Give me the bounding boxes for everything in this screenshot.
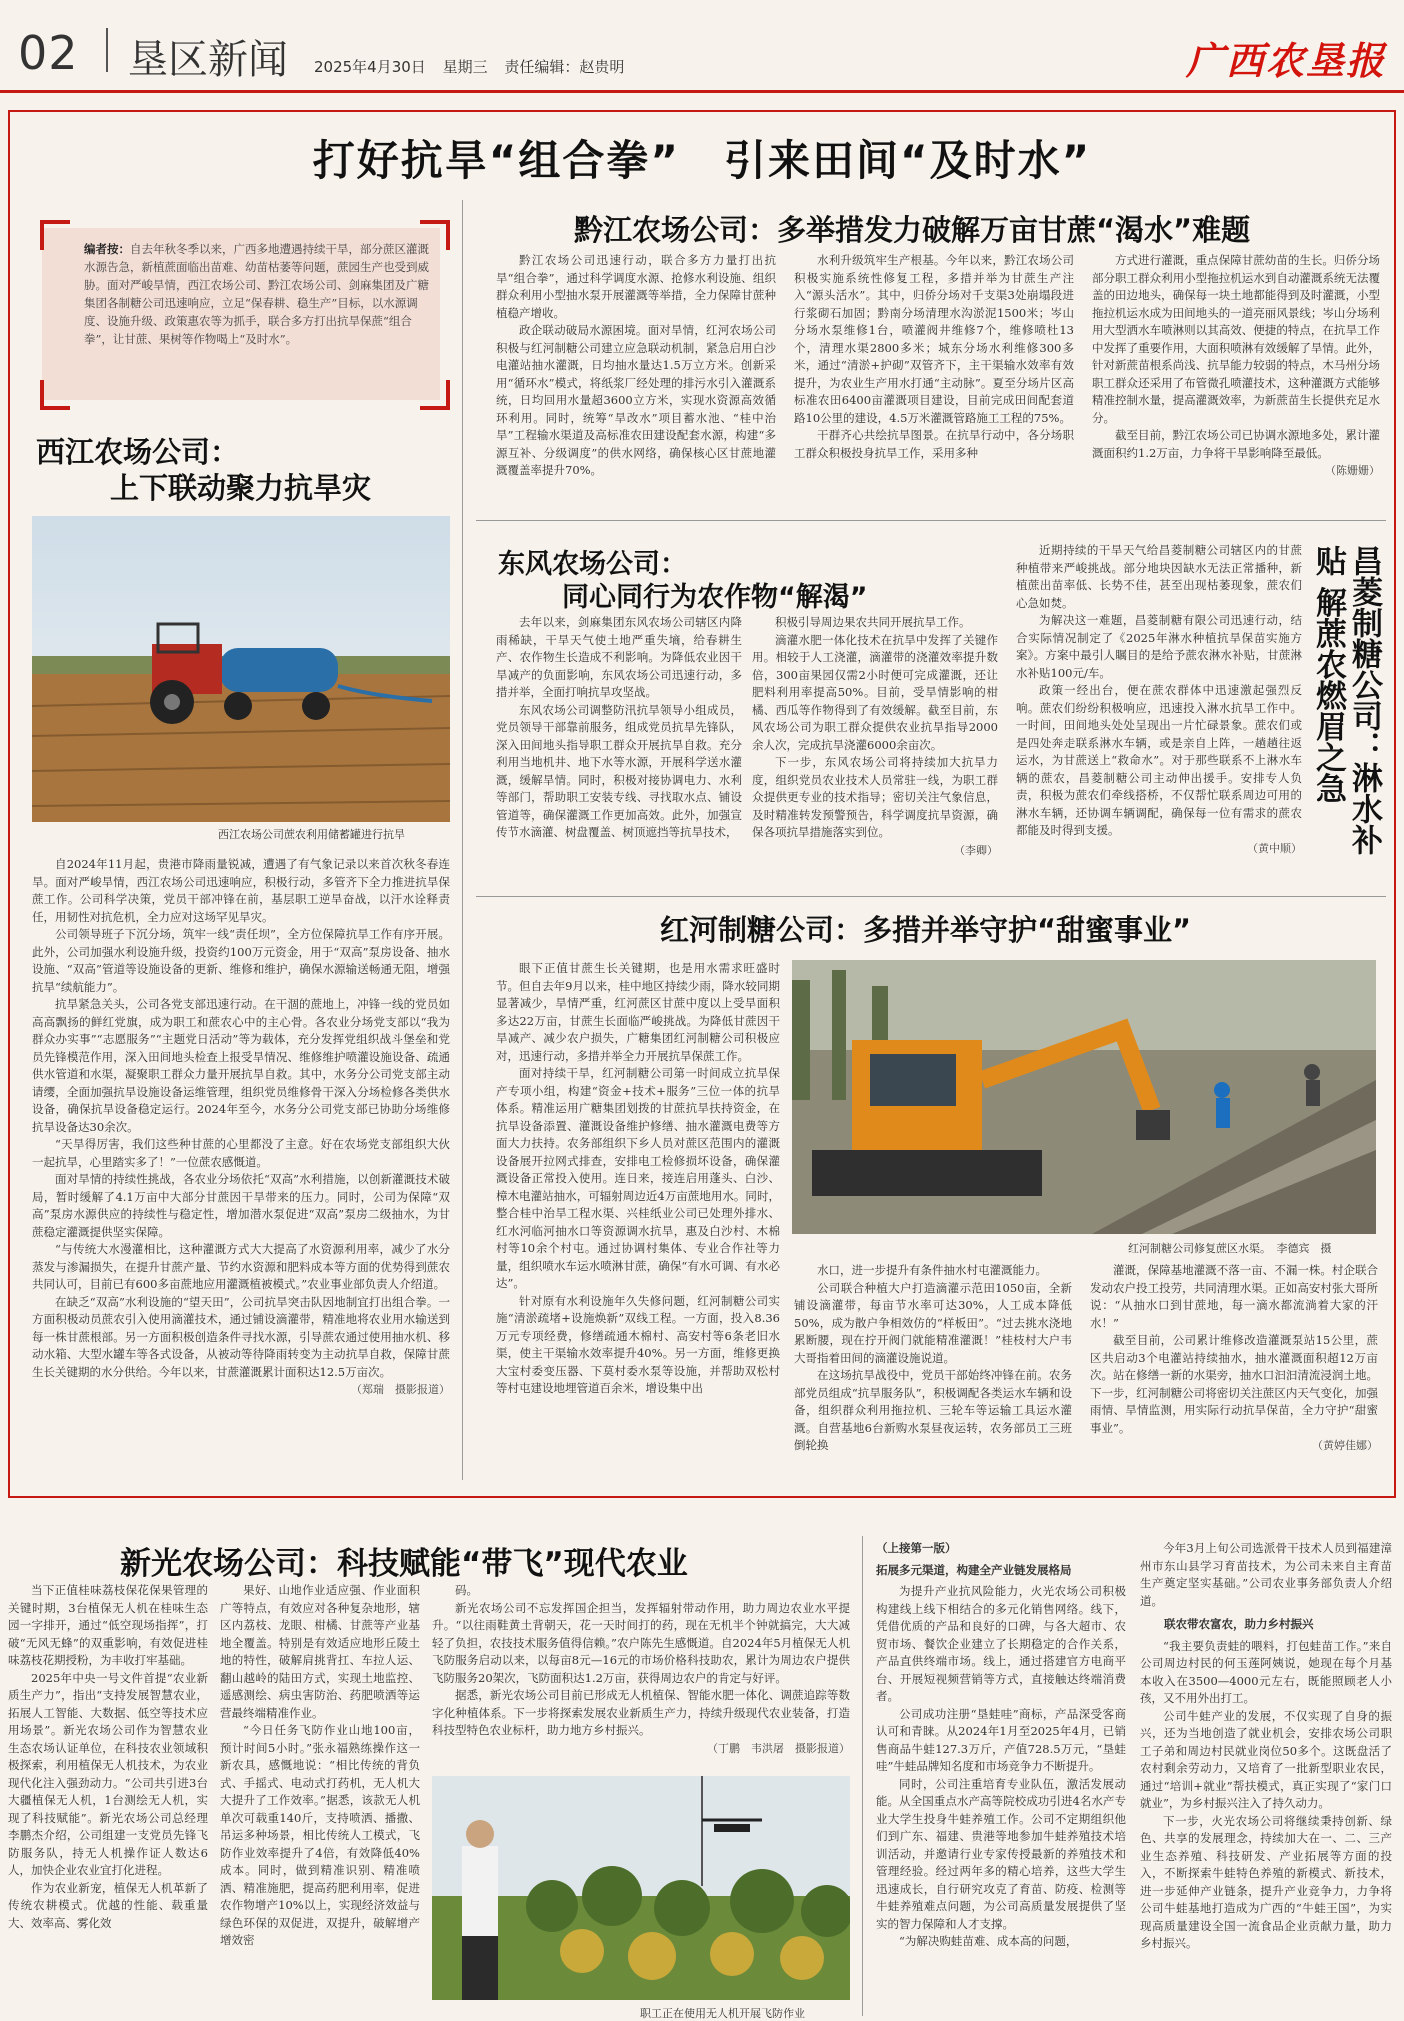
changling-headline: 昌菱制糖公司：淋水补贴 解蔗农燃眉之急 bbox=[1310, 545, 1382, 855]
xinguang-photo bbox=[432, 1776, 850, 2000]
dongfeng-byline: （李卿） bbox=[954, 843, 998, 857]
xinguang-column-2: 果好、山地作业适应强、作业面积广等特点，有效应对各种复杂地形，辖区内荔枝、龙眼、柑橘、甘蔗等产业基地全覆盖。特别是有效适应地形丘陵土地的特性，破解肩挑背扛、车拉人运、翻山越岭的陆田方式，实现土地监控、遥感测绘、病虫害防治、药肥喷洒等运营最终端精准作业。 “今日任务飞防作业山地100亩，预计时间5小时。”张永福熟练操作这一新农具，感慨地说：“相比传统的背负式、手摇式、电动式打药机，无人机大大提升了工作效率。”据悉，该款无人机单次可载重140斤，支持喷洒、播撒、吊运多种场景，相比传统人工模式，飞防作业效率提升了4倍，有效降低40%成本。同时，做到精准识别、精准喷洒、精准施肥，提高药肥利用率，促进农作物增产10%以上，实现经济效益与绿色环保的双促进，双提升，破解增产增效密 bbox=[220, 1583, 420, 1947]
honghe-column-2: 水口，进一步提升有条件抽水村屯灌溉能力。 公司联合种植大户打造滴灌示范田1050亩，全新铺设滴灌带，每亩节水率可达30%，人工成本降低50%，成为散户争相效仿的“样板田”。“过去挑水浇地累断腰，现在拧开阀门就能精准灌溉！”桂枝村大户韦大哥指着田间的滴灌设施说道。 在这场抗旱战役中，党员干部始终冲锋在前。农务部党员组成“抗旱服务队”，积极调配各类运水车辆和设备，组织群众利用拖拉机、三轮车等运输工具运水灌溉。自营基地6台新购水泵昼夜运转，农务部员工三班倒轮换 bbox=[794, 1263, 1072, 1452]
honghe-column-1: 眼下正值甘蔗生长关键期，也是用水需求旺盛时节。但自去年9月以来，桂中地区持续少雨，降水较同期显著减少，旱情严重，红河蔗区甘蔗中度以上受旱面积多达22万亩，甘蔗生长面临严峻挑战。为降低甘蔗因干旱减产、减少农户损失，广糖集团红河制糖公司积极应对，迅速行动，多措并举全力开展抗旱保蔗工作。 面对持续干旱，红河制糖公司第一时间成立抗旱保产专项小组，构建“资金+技术+服务”三位一体的抗旱体系。精准运用广糖集团划拨的甘蔗抗旱扶持资金，在抗旱设备添置、灌溉设备维护修缮、抽水灌溉电费等方面大力扶持。农务部组织下乡人员对蔗区范围内的灌溉设备展开拉网式排查，安排电工检修损坏设备，确保灌溉设备正常投入使用。连日来，接连启用蓬头、白沙、樟木电灌站抽水，可辐射周边近4万亩蔗地用水。同时，整合桂中治旱工程水渠、兴桂纸业公司已处理外排水、红水河临河抽水口等资源调水抗旱，惠及白沙村、木棉村等10余个村屯。通过协调村集体、专业合作社等力量，组织喷水车运水喷淋甘蔗，确保“有水可调、有水必达”。 针对原有水利设施年久失修问题，红河制糖公司实施“清淤疏堵+设施焕新”双线工程。一方面，投入8.36万元专项经费，修缮疏通木棉村、高安村等6条老旧水渠，使主干渠输水效率提升40%。另一方面，维修更换大宝村委变压器、下莫村委水泵等设施，并帮助双松村等村屯建设地埋管道百余米，增设集中出 bbox=[496, 961, 780, 1395]
masthead-divider bbox=[106, 28, 108, 72]
xinguang-column-3: 码。 新光农场公司不忘发挥国企担当，发挥辐射带动作用，助力周边农业水平提升。“以往雨鞋黄土背朝天，花一天时间打的药，现在无机半个钟就搞完，大大减轻了负担，农技技术服务值得信赖。”农户陈先生感慨道。自2024年5月植保无人机飞防服务启动以来，以每亩8元—16元的市场价格科技助农，累计为周边农户提供飞防服务20架次，飞防面积达1.2万亩，获得周边农户的肯定与好评。 据悉，新光农场公司目前已形成无人机植保、智能水肥一体化、调蔗追踪等数字化种植体系。下一步将探索发展农业新质生产力，持续升级现代农业装备，打造科技型特色农业标杆，助力地方乡村振兴。 （丁鹏 韦洪屠 摄影报道） bbox=[432, 1582, 850, 1778]
corner-mark bbox=[40, 220, 70, 250]
responsible-editor: 责任编辑：赵贵明 bbox=[504, 58, 625, 76]
editor-note-label: 编者按： bbox=[84, 242, 130, 256]
continued-column-1: （上接第一版） 拓展多元渠道，构建全产业链发展格局 为提升产业抗风险能力，火光农场公司积极构建线上线下相结合的多元化销售网络。线下，凭借优质的产品和良好的口碑，与各大超市、农贸市场、餐饮企业建立了长期稳定的合作关系，产品直供终端市场。线上，通过搭建官方电商平台、开展短视频营销等方式，直接触达终端消费者。 公司成功注册“垦蛙哇”商标，产品深受客商认可和青睐。从2024年1月至2025年4月，已销售商品牛蛙127.3万斤，产值728.5万元，“垦蛙哇”牛蛙品牌知名度和市场竞争力不断提升。 同时，公司注重培育专业队伍，激活发展动能。从全国重点水产高等院校成功引进4名水产专业大学生投身牛蛙养殖工作。公司不定期组织他们到广东、福建、贵港等地参加牛蛙养殖技术培训活动，并邀请行业专家传授最新的养殖技术和管理经验。经过两年多的精心培养，这些大学生迅速成长，自行研究攻克了育苗、防疫、检测等牛蛙养殖难点问题，为公司高质量发展提供了坚实的智力保障和人才支撑。 “为解决购蛙苗难、成本高的问题， bbox=[876, 1541, 1126, 1948]
changling-byline: （黄中顺） bbox=[1247, 841, 1302, 855]
xijiang-photo bbox=[32, 516, 450, 822]
continued-subhead-2: 联农带农富农，助力乡村振兴 bbox=[1164, 1617, 1314, 1631]
section-rule bbox=[476, 896, 1386, 897]
continued-label: （上接第一版） bbox=[876, 1541, 957, 1555]
honghe-headline: 红河制糖公司：多措并举守护“甜蜜事业” bbox=[660, 913, 1192, 947]
page-number: 02 bbox=[18, 26, 79, 80]
corner-mark bbox=[420, 380, 450, 410]
masthead bbox=[0, 0, 1404, 100]
section-title: 垦区新闻 bbox=[128, 37, 288, 83]
qianjiang-column-1: 黔江农场公司迅速行动，联合多方力量打出抗旱“组合拳”，通过科学调度水源、抢修水利设施、组织群众利用小型抽水泵开展灌溉等举措，全力保障甘蔗种植稳产增收。 政企联动破局水源困境。面对旱情，红河农场公司积极与红河制糖公司建立应急联动机制，紧急启用白沙电灌站抽水灌溉，日均抽水量达1.5万立方米。创新采用“循环水”模式，将纸浆厂经处理的排污水引入灌溉系统，日均回用水量超3600立方米，实现水资源高效循环利用。同时，统筹“旱改水”项目蓄水池、“桂中治旱”工程输水渠道及高标准农田建设配套水源，构建“多源互补、分级调度”的供水网络，确保核心区甘蔗地灌溉覆盖率提升70%。 bbox=[496, 253, 776, 477]
column-rule bbox=[462, 200, 463, 1480]
xinguang-headline: 新光农场公司：科技赋能“带飞”现代农业 bbox=[120, 1546, 688, 1582]
drone-orchard-illustration bbox=[432, 1776, 850, 2000]
honghe-byline: （黄婷佳娜） bbox=[1312, 1439, 1378, 1452]
corner-mark bbox=[420, 220, 450, 250]
xijiang-byline: （郑瑞 摄影报道） bbox=[351, 1383, 450, 1396]
banner-headline: 打好抗旱“组合拳” 引来田间“及时水” bbox=[312, 136, 1092, 185]
honghe-photo-caption: 红河制糖公司修复蔗区水渠。 李德宾 摄 bbox=[1128, 1242, 1332, 1255]
qianjiang-headline: 黔江农场公司：多举措发力破解万亩甘蔗“渴水”难题 bbox=[574, 213, 1251, 247]
corner-mark bbox=[40, 380, 70, 410]
tractor-field-illustration bbox=[32, 516, 450, 822]
qianjiang-column-3: 方式进行灌溉，重点保障甘蔗幼苗的生长。归侨分场部分职工群众利用小型拖拉机运水到自动灌溉系统无法覆盖的田边地头，确保每一块土地都能得到及时灌溉，小型拖拉机运水成为田间地头的一道亮丽风景线；岑山分场利用大型洒水车喷淋则以其高效、便捷的特点，在抗旱工作中发挥了重要作用，大面积喷淋有效缓解了旱情。此外，针对新蔗苗根系尚浅、抗旱能力较弱的特点，木马州分场职工群众还采用了布管微孔喷灌技术，这种灌溉方式能够精准控制水量，提高灌溉效率，为新蔗苗生长提供充足水分。 截至目前，黔江农场公司已协调水源地多处，累计灌溉面积约1.2万亩，力争将干旱影响降至最低。 （陈姗姗） bbox=[1092, 252, 1380, 502]
xijiang-headline-1: 西江农场公司： bbox=[36, 435, 240, 469]
column-rule bbox=[862, 1536, 863, 2016]
excavator-canal-illustration bbox=[792, 960, 1376, 1234]
honghe-photo-credit: 李德宾 摄 bbox=[1276, 1242, 1332, 1255]
section-rule bbox=[476, 520, 1386, 521]
qianjiang-column-2: 水利升级筑牢生产根基。今年以来，黔江农场公司积极实施系统性修复工程，多措并举为甘蔗生产注入“源头活水”。其中，归侨分场对千支渠3处崩塌段进行浆砌石加固；黔南分场清理水沟淤泥1500米；岑山分场水泵维修1台，喷灌阀井维修7个，维修喷杜13个，清理水渠2800多米；城东分场水利维修300多米，通过“清淤+护砌”双管齐下，主干渠输水效率有效提升，为农业生产用水打通“主动脉”。夏至分场片区高标准农田6400亩灌溉项目建设，目前完成田间配套道路10公里的建设，4.5万米灌溉管路施工工程的75%。 干群齐心共绘抗旱图景。在抗旱行动中，各分场职工群众积极投身抗旱工作，采用多种 bbox=[794, 253, 1074, 460]
masthead-rule bbox=[0, 90, 1404, 93]
issue-weekday: 星期三 bbox=[442, 58, 488, 76]
editor-note-text: 编者按：自去年秋冬季以来，广西多地遭遇持续干旱，部分蔗区灌溉水源告急，新植蔗面临出苗难、幼苗枯萎等问题，蔗园生产也受到威胁。面对严峻旱情，西江农场公司、黔江农场公司、剑麻集团及广糖集团各制糖公司迅速响应，立足“保春耕、稳生产”目标，以水源调度、设施升级、政策惠农等为抓手，联合多方打出抗旱保蔗“组合拳”，让甘蔗、果树等作物喝上“及时水”。 bbox=[84, 242, 429, 346]
xinguang-byline: （丁鹏 韦洪屠 摄影报道） bbox=[707, 1741, 850, 1755]
changling-body: 近期持续的干旱天气给昌菱制糖公司辖区内的甘蔗种植带来严峻挑战。部分地块因缺水无法正常播种，新植蔗出苗率低、长势不佳，甚至出现枯萎现象，蔗农们心急如焚。 为解决这一难题，昌菱制糖有限公司迅速行动，结合实际情况制定了《2025年淋水种植抗旱保苗实施方案》。方案中最引人瞩目的是给予蔗农淋水补贴，甘蔗淋水补贴100元/车。 政策一经出台，便在蔗农群体中迅速激起强烈反响。蔗农们纷纷积极响应，迅速投入淋水抗旱工作中。一时间，田间地头处处呈现出一片忙碌景象。蔗农们或是四处奔走联系淋水车辆，或是亲自上阵，一趟趟往返运水，为甘蔗送上“救命水”。对于那些联系不上淋水车辆的蔗农，昌菱制糖公司主动伸出援手。安排专人负责，积极为蔗农们牵线搭桥，不仅帮忙联系周边可用的淋水车辆，还协调车辆调配，确保每一位有需求的蔗农都能及时得到支援。 （黄中顺） bbox=[1016, 542, 1302, 886]
dongfeng-headline-2: 同心同行为农作物“解渴” bbox=[562, 582, 868, 613]
dongfeng-column-1: 去年以来，剑麻集团东风农场公司辖区内降雨稀缺，干旱天气使土地严重失墒，给春耕生产、农作物生长造成不利影响。为降低农业因干旱减产的负面影响，东风农场公司迅速行动，多措并举，全面打响抗旱攻坚战。 东风农场公司调整防汛抗旱领导小组成员，党员领导干部靠前服务，组成党员抗旱先锋队，深入田间地头指导职工群众开展抗旱自救。充分利用当地机井、地下水等水源，开展科学送水灌溉，缓解旱情。同时，积极对接协调电力、水利等部门，帮助职工安装专线、寻找取水点、铺设管道等，确保灌溉工作更加高效。此外，加强宣传节水滴灌、树盘覆盖、树顶遮挡等抗旱技术， bbox=[496, 615, 742, 839]
continued-column-2: 今年3月上旬公司选派骨干技术人员到福建漳州市东山县学习育苗技术，为公司未来自主育苗生产奠定坚实基础。”公司农业事务部负责人介绍道。 联农带农富农，助力乡村振兴 “我主要负责蛙的喂料，打包蛙苗工作。”来自公司周边村民的何玉莲阿姨说，她现在每个月基本收入在3500—4000元左右，既能照顾老人小孩，又不用外出打工。 公司牛蛙产业的发展，不仅实现了自身的振兴，还为当地创造了就业机会，安排农场公司职工子弟和周边村民就业岗位50多个。这既盘活了农村剩余劳动力，又培育了一批新型职业农民，通过“培训+就业”帮扶模式，真正实现了“家门口就业”，为乡村振兴注入了持久动力。 下一步，火光农场公司将继续秉持创新、绿色、共享的发展理念，持续加大在一、二、三产业生态养殖、科技研发、产业拓展等方面的投入，不断探索牛蛙特色养殖的新模式、新技术，进一步延伸产业链条，提升产业竞争力，力争将公司牛蛙基地打造成为广西的“牛蛙王国”，为实现高质量建设全国一流食品企业贡献力量，助力乡村振兴。 bbox=[1140, 1541, 1392, 1950]
honghe-column-3: 灌溉，保障基地灌溉不落一亩、不漏一株。村企联合发动农户投工投劳，共同清理水渠。正如高安村张大哥所说：“从抽水口到甘蔗地，每一滴水都流淌着大家的汗水！” 截至目前，公司累计维修改造灌溉泵站15公里，蔗区共启动3个电灌站持续抽水，抽水灌溉面积超12万亩次。站在修缮一新的水渠旁，抽水口汩汩清流浸润土地。下一步，红河制糖公司将密切关注蔗区内天气变化，加强雨情、旱情监测，用实际行动抗旱保苗，全力守护“甜蜜事业”。 （黄婷佳娜） bbox=[1090, 1262, 1378, 1472]
issue-date: 2025年4月30日 bbox=[314, 58, 426, 76]
qianjiang-byline: （陈姗姗） bbox=[1325, 464, 1380, 477]
xinguang-column-1: 当下正值桂味荔枝保花保果管理的关键时期，3台植保无人机在桂味生态园一字排开，通过“低空现场指挥”，打破“无风无蜂”的双重影响，有效促进桂味荔枝花期授粉，为丰收打牢基础。 2025年中央一号文件首提“农业新质生产力”，指出“支持发展智慧农业，拓展人工智能、大数据、低空等技术应用场景”。新光农场公司作为智慧农业生态农场认证单位，在科技农业领域积极探索，利用植保无人机技术，为农业现代化注入强劲动力。“公司共引进3台大疆植保无人机，1台测绘无人机，实现了科技赋能”。新光农场公司总经理李鹏杰介绍，公司组建一支党员先锋飞防服务队，持无人机操作证人数达6人，加快企业农业宜打化进程。 作为农业新宠，植保无人机革新了传统农耕模式。优越的性能、载重量大、效率高、雾化效 bbox=[8, 1583, 208, 1930]
xijiang-photo-caption: 西江农场公司蔗农利用储蓄罐进行抗旱 bbox=[218, 828, 405, 841]
honghe-photo bbox=[792, 960, 1376, 1234]
continued-subhead-1: 拓展多元渠道，构建全产业链发展格局 bbox=[876, 1562, 1072, 1577]
xijiang-headline-2: 上下联动聚力抗旱灾 bbox=[110, 471, 372, 505]
newspaper-logo: 广西农垦报 bbox=[1185, 38, 1386, 83]
xijiang-body: 自2024年11月起，贵港市降雨量锐减，遭遇了有气象记录以来首次秋冬春连旱。面对严峻旱情，西江农场公司迅速响应，积极行动，多管齐下全力推进抗旱保蔗工作。公司科学决策，党员干部冲锋在前，基层职工逆旱奋战，以汗水诠释责任，用韧性对抗危机，全力应对这场罕见旱灾。 公司领导班子下沉分场，筑牢一线“责任坝”，全方位保障抗旱工作有序开展。此外，公司加强水利设施升级，投资约100万元资金，用于“双高”泵房设备、抽水设施、“双高”管道等设施设备的更新、维修和维护，确保水源输送畅通无阻，增强抗旱“续航能力”。 抗旱紧急关头，公司各党支部迅速行动。在干涸的蔗地上，冲锋一线的党员如高高飘扬的鲜红党旗，成为职工和蔗农心中的主心骨。各农业分场党支部以“我为群众办实事”“志愿服务”“主题党日活动”等为载体，充分发挥党组织战斗堡垒和党员先锋模范作用，深入田间地头检查上报受旱情况、维修维护喷灌设施设备、疏通供水管道和水渠，凝聚职工群众力量开展抗旱自救。其中，水务分公司党支部主动请缨，全面加强抗旱设施设备运维管理，组织党员维修骨干深入分场检修各类供水设备，确保抗旱设备稳定运行。2024年至今，水务分公司党支部已协助分场维修抗旱设备达30余次。 “天旱得厉害，我们这些种甘蔗的心里都没了主意。好在农场党支部组织大伙一起抗旱，心里踏实多了！”一位蔗农感慨道。 面对旱情的持续性挑战，各农业分场依托“双高”水利措施，以创新灌溉技术破局，暂时缓解了4.1万亩中大部分甘蔗因干旱带来的压力。同时，公司为保障“双高”泵房水源供应的持续性与稳定性，增加潜水泵促进“双高”泵房二级抽水，为甘蔗稳定灌溉提供坚实保障。 “与传统大水漫灌相比，这种灌溉方式大大提高了水资源利用率，减少了水分蒸发与渗漏损失，在提升甘蔗产量、节约水资源和肥料成本等方面的优势得到蔗农共同认可，目前已有600多亩蔗地应用灌溉植被模式。”农业事业部负责人介绍道。 在缺乏“双高”水利设施的“望天田”，公司抗旱突击队因地制宜打出组合拳。一方面积极动员蔗农引入使用滴灌技术，通过铺设滴灌带，精准地将农业用水输送到每一株甘蔗根部。另一方面积极创造条件寻找水源，引导蔗农通过使用抽水机、移动水箱、大型水罐车等各式设备，从被动等待降雨转变为主动抗旱自救，保障甘蔗生长关键期的水分供给。今年以来，甘蔗灌溉累计面积达12.5万亩次。 （郑瑞 摄影报道） bbox=[32, 856, 450, 1476]
xinguang-photo-caption: 职工正在使用无人机开展飞防作业 bbox=[640, 2007, 805, 2020]
masthead-meta bbox=[314, 56, 636, 77]
editor-note bbox=[42, 228, 440, 400]
dongfeng-column-2: 积极引导周边果农共同开展抗旱工作。 滴灌水肥一体化技术在抗旱中发挥了关键作用。相较于人工浇灌，滴灌带的浇灌效率提升数倍，300亩果园仅需2小时便可完成灌溉，还让肥料利用率提高50%。目前，受旱情影响的柑橘、西瓜等作物得到了有效缓解。截至目前，东风农场公司为职工群众提供农业抗旱指导2000余人次，完成抗旱浇灌6000余亩次。 下一步，东风农场公司将持续加大抗旱力度，组织党员农业技术人员常驻一线，为职工群众提供更专业的技术指导；密切关注气象信息，及时精准转发预警预告，科学调度抗旱资源，确保各项抗旱措施落实到位。 （李卿） bbox=[752, 614, 998, 886]
dongfeng-headline-1: 东风农场公司： bbox=[498, 549, 687, 580]
